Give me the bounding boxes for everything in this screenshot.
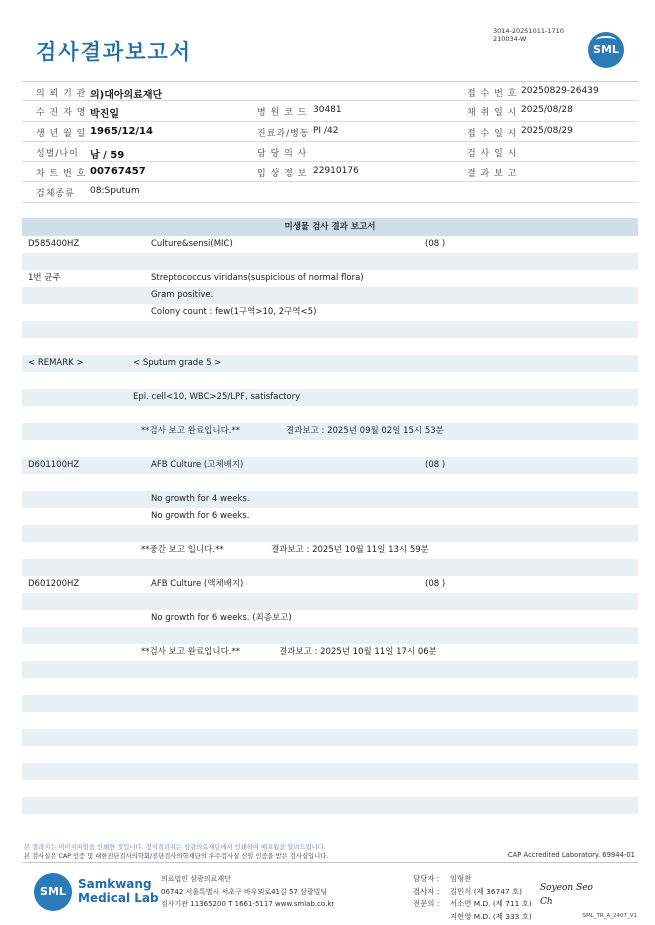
info-row	[22, 142, 638, 162]
remark-label: < REMARK >	[28, 358, 84, 368]
specimen-code: (08 )	[425, 239, 446, 249]
report-line-blank	[22, 627, 638, 644]
document-id	[493, 27, 564, 43]
report-line-blank	[22, 729, 638, 746]
report-line-blank	[22, 797, 638, 814]
sml-logo-icon: SML	[588, 32, 624, 68]
signature-1: Soyeon Seo	[540, 883, 593, 893]
patient-value: 박진일	[90, 109, 119, 121]
report-line-blank	[22, 474, 638, 491]
report-line-blank	[22, 593, 638, 610]
report-line-blank	[22, 338, 638, 355]
specimen-value: 08:Sputum	[90, 186, 140, 197]
report-line-blank	[22, 712, 638, 729]
sputum-grade: < Sputum grade 5 >	[133, 358, 222, 368]
staff-value: 지현영 M.D. (제 333 호)	[450, 911, 532, 921]
report-line-blank	[22, 780, 638, 797]
info-row	[22, 101, 638, 121]
patient-label: 수 진 자 명	[36, 108, 87, 119]
hospital-code-label: 병 원 코 드	[257, 108, 308, 119]
report-timestamp: 결과보고 : 2025년 10월 11일 13시 59분	[271, 545, 429, 555]
test-name: Culture&sensi(MIC)	[151, 239, 233, 249]
test-code: D601200HZ	[28, 579, 80, 589]
doctor-label: 담 당 의 사	[257, 148, 308, 159]
dob-label: 생 년 월 일	[36, 128, 87, 139]
remark-detail: Epi. cell<10, WBC>25/LPF, satisfactory	[133, 392, 301, 402]
test-code: D585400HZ	[28, 239, 80, 249]
certification-note: 본 검사실은 CAP 인증 및 대한진단검사의학회/진단검사의학재단의 우수검사실 신임 인증을 받은 검사실입니다.	[24, 853, 329, 860]
culture-result: No growth for 4 weeks.	[151, 494, 250, 504]
report-line	[22, 270, 638, 287]
report-line-blank	[22, 746, 638, 763]
staff-value: 서소연 M.D. (제 711 호)	[450, 899, 532, 908]
sex-age-label: 성별/나이	[36, 148, 79, 159]
report-line-blank	[22, 525, 638, 542]
report-line-blank	[22, 253, 638, 270]
institution-label: 의 뢰 기 관	[36, 89, 87, 99]
lab-contact: 검사기관 11365200 T 1661-5117 www.smlab.co.kr	[161, 900, 335, 908]
hospital-code-value: 30481	[313, 105, 342, 116]
report-line	[22, 389, 638, 406]
specimen-code: (08 )	[425, 579, 446, 589]
specimen-label: 검체종류	[36, 189, 75, 200]
staff-key: 검사자 :	[413, 886, 440, 896]
logo-line2: Medical Lab	[78, 891, 159, 905]
report-line	[22, 508, 638, 525]
gram-stain-result: Gram positive.	[151, 290, 214, 300]
colony-count-result: Colony count : few(1구역>10, 2구역<5)	[151, 307, 317, 317]
report-line-blank	[22, 372, 638, 389]
report-line-blank	[22, 406, 638, 423]
report-timestamp: 결과보고 : 2025년 10월 11일 17시 06분	[279, 647, 437, 657]
report-line	[22, 542, 638, 559]
staff-row	[413, 911, 532, 924]
info-row	[22, 162, 638, 182]
report-line	[22, 610, 638, 627]
staff-row	[413, 886, 532, 899]
staff-key: 전문의 :	[413, 899, 440, 908]
collect-date-value: 2025/08/28	[521, 105, 573, 116]
organism-name: Streptococcus viridans(suspicious of normal flora)	[151, 273, 364, 283]
culture-result: No growth for 6 weeks. (최종보고)	[151, 613, 292, 623]
dob-value: 1965/12/14	[90, 125, 153, 137]
lab-name: 의료법인 삼광의료재단	[161, 875, 231, 883]
staff-row	[413, 898, 532, 911]
report-line	[22, 287, 638, 304]
lab-street: 06742 서울특별시 서초구 바우뫼로41길 57 삼광빌딩	[161, 887, 328, 896]
report-line-blank	[22, 661, 638, 678]
info-row	[22, 182, 638, 202]
report-line-blank	[22, 763, 638, 780]
chart-label: 차 트 번 호	[36, 169, 87, 180]
staff-value: 김민식 (제 36747 호)	[450, 886, 523, 896]
cap-accreditation: CAP Accredited Laboratory. 69944-01	[507, 851, 635, 859]
logo-line1: Samkwang	[78, 877, 152, 891]
culture-result: No growth for 6 weeks.	[151, 511, 250, 521]
chart-value: 00767457	[90, 166, 146, 178]
staff-row	[413, 873, 532, 886]
logo-wordmark	[78, 877, 159, 905]
report-line	[22, 355, 638, 372]
image-disclaimer: 본 결과지는 이미지파일을 인쇄한 것입니다. 정식결과지는 삼광의료재단에서 인쇄하여 배포됨을 알려드립니다.	[24, 844, 326, 851]
staff-value: 임형찬	[450, 874, 472, 883]
report-line-blank	[22, 440, 638, 457]
institution-value: 의)대아의료재단	[90, 90, 163, 101]
report-line	[22, 491, 638, 508]
report-line	[22, 304, 638, 321]
signature-2: Ch	[540, 897, 553, 907]
report-section-header: 미생물 검사 결과 보고서	[22, 218, 638, 236]
report-status: **중간 보고 입니다.**	[141, 545, 224, 555]
form-code: SML_TR_A_2407_V1	[582, 913, 637, 919]
report-status: **검사 보고 완료입니다.**	[141, 647, 241, 657]
staff-key: 담당자 :	[413, 874, 440, 883]
document-id-line1: 3014-20251011-1710	[493, 27, 564, 35]
footer-divider	[22, 862, 638, 863]
receipt-no-value: 20250829-26439	[521, 86, 599, 96]
receipt-no-label: 접 수 번 호	[467, 89, 518, 99]
report-line	[22, 236, 638, 253]
report-date-label: 결 과 보 고	[467, 169, 518, 180]
report-line-blank	[22, 695, 638, 712]
document-id-line2: 210034-W	[493, 35, 527, 43]
sml-logo-icon: SML	[34, 873, 72, 911]
clinical-value: 22910176	[313, 166, 359, 177]
lab-address	[161, 873, 334, 911]
report-line-blank	[22, 814, 638, 831]
report-line	[22, 457, 638, 474]
info-row	[22, 122, 638, 142]
staff-block	[413, 873, 532, 923]
test-name: AFB Culture (고체배지)	[151, 460, 244, 470]
test-code: D601100HZ	[28, 460, 80, 470]
report-line-blank	[22, 321, 638, 338]
specimen-code: (08 )	[425, 460, 446, 470]
clinical-label: 임 상 정 보	[257, 169, 308, 180]
report-line	[22, 644, 638, 661]
receive-date-value: 2025/08/29	[521, 125, 573, 136]
report-line	[22, 423, 638, 440]
info-row	[22, 81, 638, 101]
report-status: **검사 보고 완료입니다.**	[141, 426, 241, 436]
report-line-blank	[22, 559, 638, 576]
report-timestamp: 결과보고 : 2025년 09월 02일 15시 53분	[286, 426, 444, 436]
report-line-blank	[22, 678, 638, 695]
dept-value: PI /42	[313, 125, 339, 136]
receive-date-label: 접 수 일 시	[467, 128, 518, 139]
patient-info-table	[22, 81, 638, 203]
test-date-label: 검 사 일 시	[467, 148, 518, 159]
sex-age-value: 남 / 59	[90, 149, 125, 161]
report-line	[22, 576, 638, 593]
collect-date-label: 채 취 일 시	[467, 108, 518, 119]
strain-label: 1번 균주	[28, 273, 61, 283]
page-title: 검사결과보고서	[36, 40, 193, 64]
dept-label: 진료과/병동	[257, 128, 310, 139]
test-name: AFB Culture (액체배지)	[151, 579, 244, 589]
